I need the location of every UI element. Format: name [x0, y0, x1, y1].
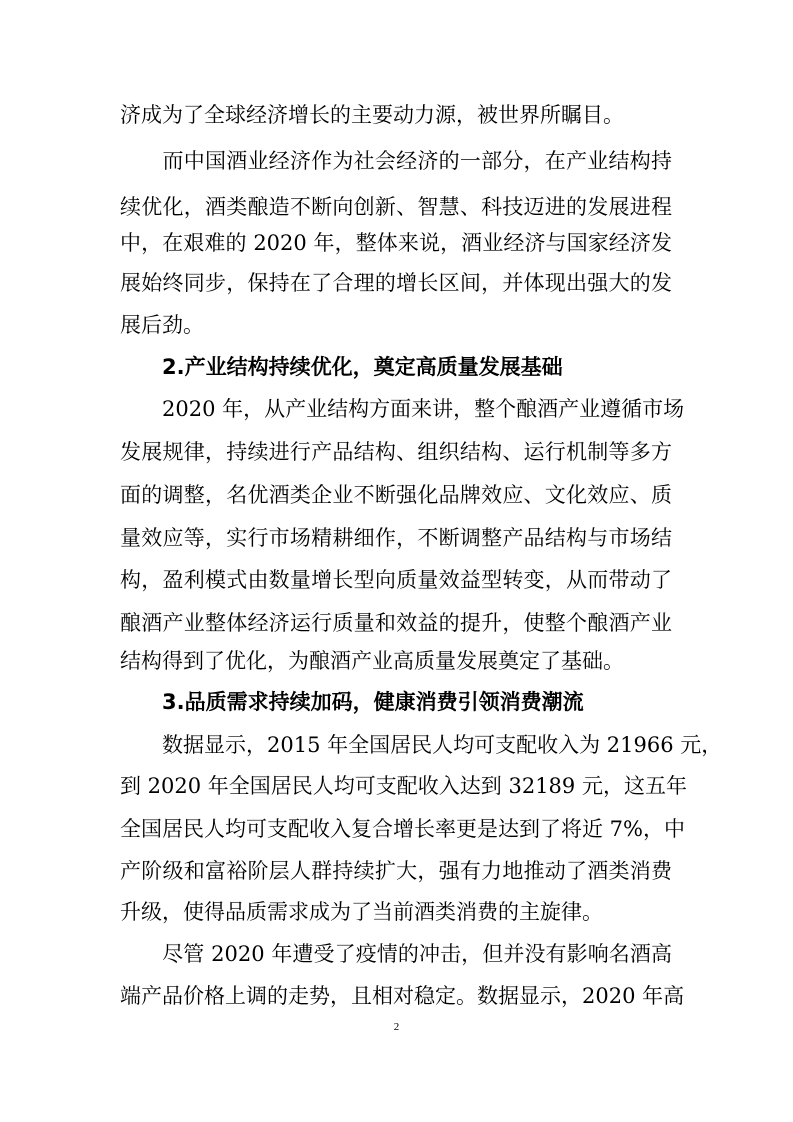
body-text-line: 产阶级和富裕阶层人群持续扩大，强有力地推动了酒类消费: [120, 859, 672, 883]
body-text-line: 到 2020 年全国居民人均可支配收入达到 32189 元，这五年: [120, 774, 687, 798]
body-text-line: 尽管 2020 年遭受了疫情的冲击，但并没有影响名酒高: [120, 942, 672, 966]
body-text-line: 面的调整，名优酒类企业不断强化品牌效应、文化效应、质: [120, 483, 672, 507]
body-text-line: 展始终同步，保持在了合理的增长区间，并体现出强大的发: [120, 271, 672, 295]
body-text-line: 发展规律，持续进行产品结构、组织结构、运行机制等多方: [120, 440, 672, 464]
section-heading: 3.品质需求持续加码，健康消费引领消费潮流: [120, 690, 584, 714]
body-text-line: 济成为了全球经济增长的主要动力源，被世界所瞩目。: [120, 103, 624, 127]
body-text-line: 酿酒产业整体经济运行质量和效益的提升，使整个酿酒产业: [120, 611, 672, 635]
body-text-line: 中，在艰难的 2020 年，整体来说，酒业经济与国家经济发: [120, 231, 672, 255]
body-text-line: 升级，使得品质需求成为了当前酒类消费的主旋律。: [120, 900, 603, 924]
body-text-line: 全国居民人均可支配收入复合增长率更是达到了将近 7%，中: [120, 817, 685, 841]
section-heading: 2.产业结构持续优化，奠定高质量发展基础: [120, 355, 563, 379]
page-number: 2: [393, 1021, 400, 1033]
body-text-line: 而中国酒业经济作为社会经济的一部分，在产业结构持: [120, 149, 672, 173]
body-text-line: 数据显示，2015 年全国居民人均可支配收入为 21966 元，: [120, 733, 723, 757]
body-text-line: 端产品价格上调的走势，且相对稳定。数据显示，2020 年高: [120, 984, 685, 1008]
body-text-line: 量效应等，实行市场精耕细作，不断调整产品结构与市场结: [120, 526, 672, 550]
body-text-line: 结构得到了优化，为酿酒产业高质量发展奠定了基础。: [120, 649, 624, 673]
body-text-line: 2020 年，从产业结构方面来讲，整个酿酒产业遵循市场: [120, 397, 685, 421]
body-text-line: 构，盈利模式由数量增长型向质量效益型转变，从而带动了: [120, 568, 672, 592]
body-text-line: 续优化，酒类酿造不断向创新、智慧、科技迈进的发展进程: [120, 195, 672, 219]
body-text-line: 展后劲。: [120, 313, 204, 337]
